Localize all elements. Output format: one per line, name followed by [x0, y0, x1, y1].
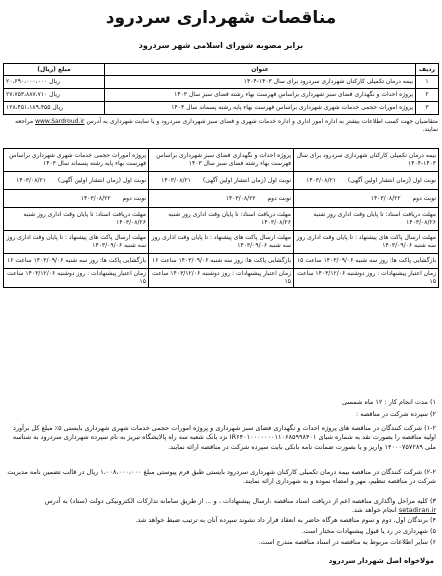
- first-notice-cell: [4, 172, 149, 190]
- setad-text: ۳) کلیه مراحل واگذاری مناقصه اعم از دریافت اسناد مناقصه ،ارسال پیشنهادات ، و ... از طریق سامانه تدارکات الکترونیکی دولت (ستاد) به آدرس: [44, 497, 436, 505]
- schedule-receive-row: [4, 208, 439, 231]
- condition-rights: ۵) شهرداری در رد یا قبول پیشنهادات مختار است.: [301, 527, 436, 535]
- table-row: [4, 102, 439, 115]
- row-amount: ۲۷،۷۵۳،۸۸۷،۷۱۰ ریال: [4, 89, 105, 102]
- first-notice-date: ۱۴۰۳/۰۸/۲۱: [306, 176, 336, 184]
- info-note: [4, 118, 438, 134]
- second-notice-cell: [149, 190, 294, 208]
- condition-other-info: ۶) سایر اطلاعات مربوط به مناقصه در اسناد مناقصه مندرج است.: [258, 538, 436, 546]
- opening-time: بازگشایی پاکت ها: روز سه شنبه ۱۴۰۳/۰۹/۰۶ ساعت ۱۶: [149, 254, 294, 269]
- second-notice-label: نوبت دوم: [122, 194, 146, 202]
- schedule-validity-row: [4, 269, 439, 288]
- opening-time: بازگشایی پاکت ها: روز سه شنبه ۱۴۰۳/۰۹/۰۶ ساعت ۱۶: [4, 254, 149, 269]
- send-deadline: مهلت ارسال پاکت های پیشنهاد : تا پایان وقت اداری روز سه شنبه ۱۴۰۳/۰۹/۰۶: [4, 231, 149, 254]
- first-notice-cell: [294, 172, 439, 190]
- note-text: متقاضیان جهت کسب اطلاعات بیشتر به اداره امور اداری و اداره خدمات شهری و فضای سبز شهرداری سردرود و یا سایت شهرداری به آدرس: [86, 118, 438, 125]
- schedule-send-row: [4, 231, 439, 254]
- header-amount: مبلغ (ریال): [4, 64, 105, 76]
- second-notice-date: ۱۴۰۳/۰۸/۲۲: [225, 194, 256, 202]
- validity-time: زمان اعتبار پیشنهادات : روز دوشنبه ۱۴۰۳/۱۲/۰۶ ساعت ۱۵: [294, 269, 439, 288]
- row-amount: ۱۲۸،۴۵۱،۱۸۹،۴۵۵ ریال: [4, 102, 105, 115]
- opening-time: بازگشایی پاکت ها: روز سه شنبه ۱۴۰۳/۰۹/۰۶ ساعت ۱۵: [294, 254, 439, 269]
- schedule-title-urban-services: پروژه امورات حجمی خدمات شهری شهرداری براساس فهرست بهاء پایه رشته پسماند سال ۱۴۰۳: [4, 149, 149, 172]
- row-amount: ۲۰،۶۹۰،۰۰۰،۰۰۰ ریال: [4, 76, 105, 89]
- receive-deadline: مهلت دریافت اسناد: تا پایان وقت اداری روز شنبه ۱۴۰۳/۰۸/۲۶: [4, 208, 149, 231]
- second-notice-date: ۱۴۰۳/۰۸/۲۲: [80, 194, 111, 202]
- first-notice-date: ۱۴۰۳/۰۸/۲۱: [161, 176, 191, 184]
- table-row: [4, 89, 439, 102]
- row-number: ۳: [416, 102, 439, 115]
- first-notice-label: نوبت اول (زمان انتشار اولین آگهی): [202, 176, 291, 184]
- tender-items-table: [3, 63, 439, 115]
- schedule-title-insurance: بیمه درمان تکمیلی کارکنان شهرداری سردرود برای سال ۱۴۰۳-۱۴۰۴: [294, 149, 439, 172]
- condition-setad: [6, 497, 436, 516]
- row-title: پروژه احداث و نگهداری فضای سبز شهرداری براساس فهرست بهاء رشته فضای سبز سال ۱۴۰۳: [105, 89, 416, 102]
- second-notice-date: ۱۴۰۳/۰۸/۲۲: [370, 194, 401, 202]
- send-deadline: مهلت ارسال پاکت های پیشنهاد : تا پایان وقت اداری روز سه شنبه ۱۴۰۳/۰۹/۰۶: [294, 231, 439, 254]
- schedule-title-green-space: پروژه احداث و نگهداری فضای سبز شهرداری براساس فهرست بهاء رشته فضای سبز سال ۱۴۰۳: [149, 149, 294, 172]
- header-row-number: ردیف: [416, 64, 439, 76]
- condition-deposit: ۲) سپرده شرکت در مناقصه :: [355, 410, 436, 418]
- condition-duration: ۱) مدت انجام کار : ۱۲ ماه شمسی: [341, 398, 436, 406]
- first-notice-cell: [149, 172, 294, 190]
- note-suffix: مراجعه نمایند.: [15, 118, 438, 134]
- condition-winners: ۴) برندگان اول، دوم و سوم مناقصه هرگاه حاضر به انعقاد قرار داد نشوند سپرده آنان به ترتیب ضبط خواهد شد.: [135, 516, 436, 524]
- row-number: ۱: [416, 76, 439, 89]
- schedule-title-row: [4, 149, 439, 172]
- schedule-second-notice-row: [4, 190, 439, 208]
- validity-time: زمان اعتبار پیشنهادات : روز دوشنبه ۱۴۰۳/۱۲/۰۶ ساعت ۱۵: [149, 269, 294, 288]
- setad-suffix: انجام خواهد شد.: [351, 506, 397, 515]
- header-title: عنوان: [105, 64, 416, 76]
- schedule-first-notice-row: [4, 172, 439, 190]
- setad-link[interactable]: setadiran.ir: [398, 506, 436, 515]
- second-notice-label: نوبت دوم: [412, 194, 436, 202]
- website-link[interactable]: www.Sardroud.ir: [35, 118, 85, 125]
- validity-time: زمان اعتبار پیشنهادات : روز دوشنبه ۱۴۰۳/۱۲/۰۶ ساعت ۱۵: [4, 269, 149, 288]
- table-row: [4, 76, 439, 89]
- receive-deadline: مهلت دریافت اسناد: تا پایان وقت اداری روز شنبه ۱۴۰۳/۰۸/۲۶: [149, 208, 294, 231]
- receive-deadline: مهلت دریافت اسناد: تا پایان وقت اداری روز شنبه ۱۴۰۳/۰۸/۲۶: [294, 208, 439, 231]
- send-deadline: مهلت ارسال پاکت های پیشنهاد : تا پایان وقت اداری روز سه شنبه ۱۴۰۳/۰۹/۰۶: [149, 231, 294, 254]
- row-number: ۲: [416, 89, 439, 102]
- second-notice-cell: [4, 190, 149, 208]
- condition-deposit-projects: ۱-۲) شرکت کنندگان در مناقصه های پروژه احداث و نگهداری فضای سبز شهرداری و پروژه امورات حجمی خدمات شهری شهرداری بایستی ۵٪ مبلغ کل برآورد اولیه مناقصه را بصورت نقد به شماره شبای IR۶۴۰۱۰۰۰۰۰۰۰۱۱۰۶۸۵۹۹۸۴۰۱ نزد بانک شعبه سه راه پالایشگاه تبریز به نام سپرده شهرداری سردرود به شناسه ملی ۱۴۰۰۰۷۵۷۲۸۹ واریز و یا بصورت ضمانت نامه بانکی بابت سپرده شرکت در مناقصه ارائه نمایند.: [12, 424, 436, 451]
- schedule-table: [3, 148, 439, 288]
- page-title: مناقصات شهرداری سردرود: [105, 8, 337, 28]
- mayor-signature: مولاخواه اصل شهردار سردرود: [328, 557, 434, 565]
- first-notice-label: نوبت اول (زمان انتشار اولین آگهی): [347, 176, 436, 184]
- second-notice-cell: [294, 190, 439, 208]
- condition-deposit-insurance: ۲-۲) شرکت کنندگان در مناقصه بیمه درمان تکمیلی کارکنان شهرداری سردرود بایستی طبق فرم پیوستی مبلغ ۱،۰۰۸،۰۰۰،۰۰۰ ریال در قالب تضمین نامه مدیریت شرکت در مناقصه تنظیم، مهر و امضاء نموده و به شهرداری ارائه نمایند.: [7, 468, 436, 486]
- row-title: بیمه درمان تکمیلی کارکنان شهرداری سردرود برای سال ۱۴۰۳-۱۴۰۴: [105, 76, 416, 89]
- row-title: پروژه امورات حجمی خدمات شهری شهرداری براساس فهرست بهاء پایه رشته پسماند سال ۱۴۰۳: [105, 102, 416, 115]
- page-subtitle: برابر مصوبه شورای اسلامی شهر سردرود: [138, 41, 304, 50]
- schedule-open-row: [4, 254, 439, 269]
- table-header-row: [4, 64, 439, 76]
- first-notice-label: نوبت اول (زمان انتشار اولین آگهی): [57, 176, 146, 184]
- first-notice-date: ۱۴۰۳/۰۸/۲۱: [16, 176, 46, 184]
- second-notice-label: نوبت دوم: [267, 194, 291, 202]
